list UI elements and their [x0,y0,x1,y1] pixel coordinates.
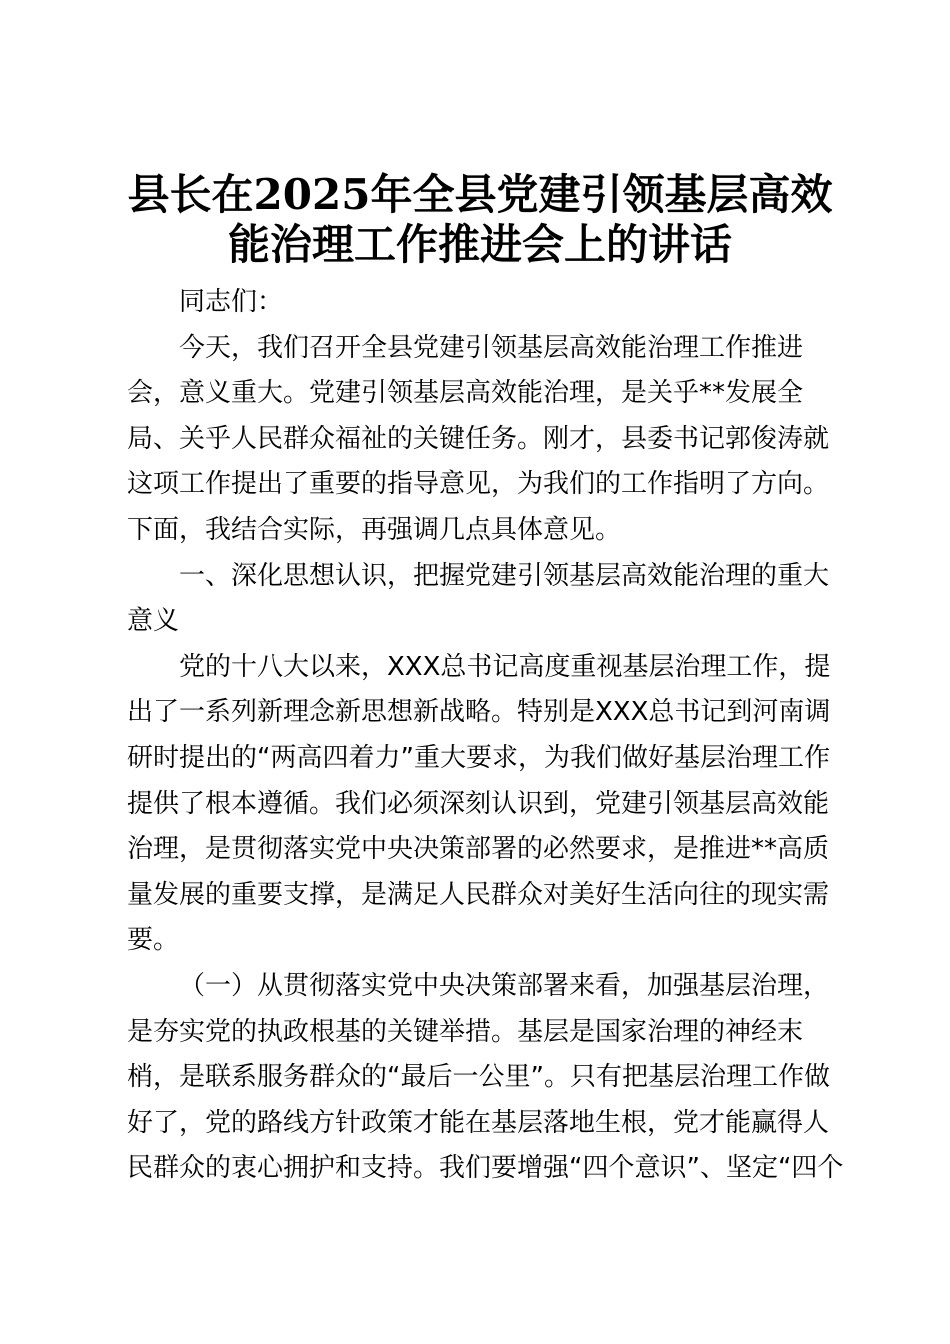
paragraph-line: 量发展的重要支撑，是满足人民群众对美好生活向往的现实需 [127,879,830,910]
paragraph-line: 党的十八大以来，XXX总书记高度重视基层治理工作，提 [179,651,831,682]
paragraph-line: （一）从贯彻落实党中央决策部署来看，加强基层治理， [179,970,830,1001]
title-line: 能治理工作推进会上的讲话 [227,220,732,269]
salutation-text: 同志们： [179,287,284,317]
paragraph-line: 是夯实党的执政根基的关键举措。基层是国家治理的神经末 [127,1016,804,1047]
paragraph-opening [127,326,835,554]
paragraph-line: 提供了根本遵循。我们必须深刻认识到，党建引领基层高效能 [127,788,830,819]
paragraph-significance [127,645,835,964]
heading-line: 意义 [127,606,180,637]
document-body [127,280,844,1192]
section-heading-1 [127,554,835,645]
paragraph-line: 梢，是联系服务群众的“最后一公里”。只有把基层治理工作做 [127,1062,830,1093]
paragraph-line: 治理，是贯彻落实党中央决策部署的必然要求，是推进**高质 [127,834,830,865]
paragraph-line: 局、关乎人民群众福祉的关键任务。刚才，县委书记郭俊涛就 [127,423,830,454]
paragraph-line: 研时提出的“两高四着力”重大要求，为我们做好基层治理工作 [127,742,830,773]
document-title [120,170,840,270]
paragraph-subsection-1 [127,964,844,1192]
paragraph-line: 今天，我们召开全县党建引领基层高效能治理工作推进 [179,332,804,363]
paragraph-line: 下面，我结合实际，再强调几点具体意见。 [127,514,622,545]
title-line: 县长在2025年全县党建引领基层高效 [127,170,833,219]
paragraph-line: 要。 [127,925,180,956]
paragraph-line: 这项工作提出了重要的指导意见，为我们的工作指明了方向。 [127,469,830,500]
heading-line: 一、深化思想认识，把握党建引领基层高效能治理的重大 [179,560,830,591]
paragraph-line: 好了，党的路线方针政策才能在基层落地生根，党才能赢得人 [127,1107,830,1138]
paragraph-line: 会，意义重大。党建引领基层高效能治理，是关乎**发展全 [127,378,804,409]
paragraph-line: 民群众的衷心拥护和支持。我们要增强“四个意识”、坚定“四个 [127,1153,844,1184]
paragraph-line: 出了一系列新理念新思想新战略。特别是XXX总书记到河南调 [127,697,831,728]
salutation [127,280,835,326]
